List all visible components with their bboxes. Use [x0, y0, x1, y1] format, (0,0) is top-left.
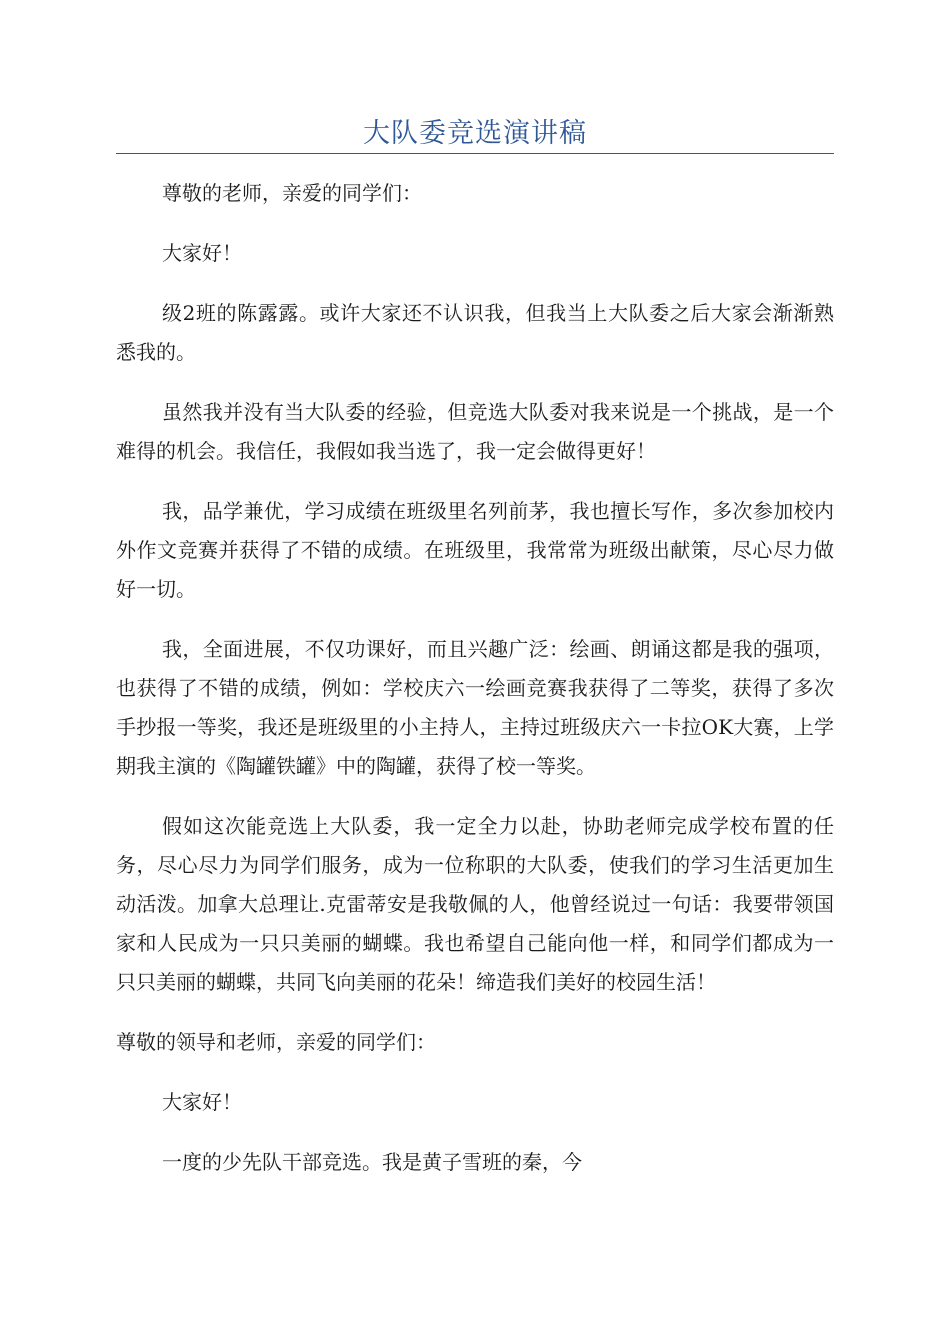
intro-paragraph: 级2班的陈露露。或许大家还不认识我，但我当上大队委之后大家会渐渐熟悉我的。	[116, 301, 834, 364]
hello-paragraph: 大家好！	[162, 241, 242, 265]
second-hello-paragraph: 大家好！	[162, 1090, 242, 1114]
second-greeting-paragraph: 尊敬的领导和老师，亲爱的同学们：	[116, 1030, 436, 1054]
challenge-paragraph: 虽然我并没有当大队委的经验，但竞选大队委对我来说是一个挑战，是一个难得的机会。我信任，我假如我当选了，我一定会做得更好！	[116, 400, 834, 463]
interests-paragraph: 我，全面进展，不仅功课好，而且兴趣广泛：绘画、朗诵这都是我的强项，也获得了不错的成绩，例如：学校庆六一绘画竞赛我获得了二等奖，获得了多次手抄报一等奖，我还是班级里的小主持人，主持过班级庆六一卡拉OK大赛，上学期我主演的《陶罐铁罐》中的陶罐，获得了校一等奖。	[116, 637, 834, 778]
pledge-paragraph: 假如这次能竞选上大队委，我一定全力以赴，协助老师完成学校布置的任务，尽心尽力为同学们服务，成为一位称职的大队委，使我们的学习生活更加生动活泼。加拿大总理让.克雷蒂安是我敬佩的人，他曾经说过一句话：我要带领国家和人民成为一只只美丽的蝴蝶。我也希望自己能向他一样，和同学们都成为一只只美丽的蝴蝶，共同飞向美丽的花朵！缔造我们美好的校园生活！	[116, 814, 834, 994]
second-intro-paragraph: 一度的少先队干部竞选。我是黄子雪班的秦，今	[162, 1150, 582, 1174]
greeting-paragraph: 尊敬的老师，亲爱的同学们：	[162, 181, 422, 205]
academics-paragraph: 我，品学兼优，学习成绩在班级里名列前茅，我也擅长写作，多次参加校内外作文竞赛并获得了不错的成绩。在班级里，我常常为班级出献策，尽心尽力做好一切。	[116, 499, 834, 601]
title-underline	[116, 153, 834, 154]
document-body	[116, 174, 834, 1203]
document-title: 大队委竞选演讲稿	[363, 118, 587, 149]
